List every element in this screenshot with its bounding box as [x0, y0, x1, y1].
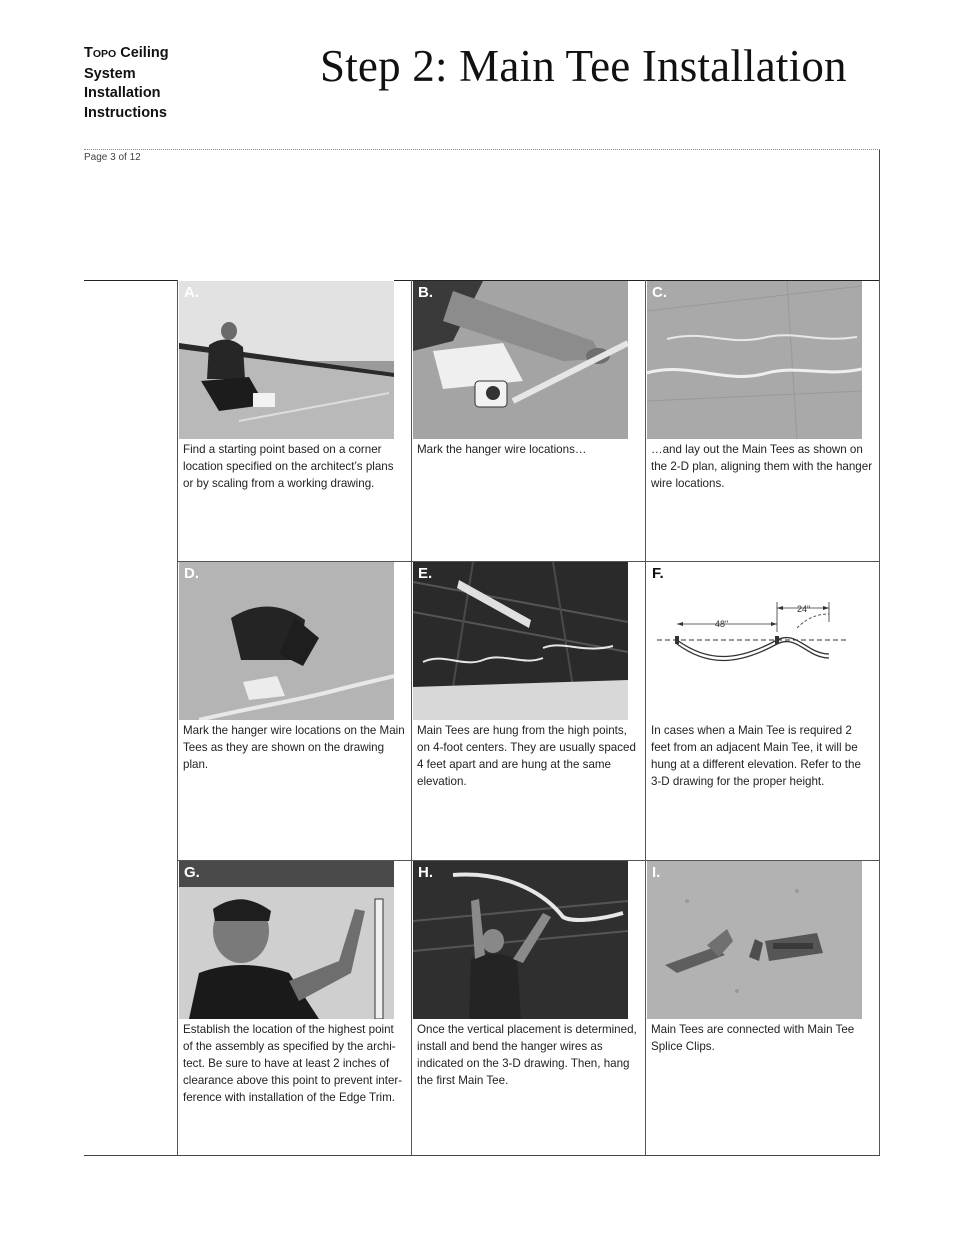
header-right-rule	[879, 150, 880, 281]
steps-grid	[177, 280, 880, 1156]
step-cell-f	[645, 561, 880, 860]
step-label-c: C.	[652, 284, 667, 301]
brand-line-3: Installation	[84, 85, 161, 101]
step-label-b: B.	[418, 284, 433, 301]
step-cell-i	[645, 860, 880, 1156]
step-caption-g: Establish the location of the highest point of the assembly as specified by the archi- tect. Be sure to have at least 2 inches of clearance above this point to prevent inter- ference with installation of the Edge Trim.	[183, 1023, 403, 1104]
brand-line-1	[84, 44, 214, 65]
step-caption-e: Main Tees are hung from the high points, on 4-foot centers. They are usually spaced 4 feet apart and are hung at the same elevation.	[417, 724, 636, 788]
photo-ceiling-hanger-wires	[413, 562, 628, 720]
step-label-i: I.	[652, 864, 661, 881]
brand-line-2: System	[84, 65, 136, 82]
step-cell-b	[411, 280, 645, 561]
step-label-e: E.	[418, 565, 433, 582]
brand-block	[84, 44, 214, 123]
brand-prefix-big: T	[84, 45, 93, 61]
step-photo-b	[413, 281, 628, 439]
step-caption-f: In cases when a Main Tee is required 2 feet from an adjacent Main Tee, it will be hung at a different elevation. Refer to the 3-D drawing for the proper height.	[651, 724, 861, 788]
page-title: Step 2: Main Tee Installation	[320, 41, 847, 91]
step-cell-c	[645, 280, 880, 561]
step-caption-b: Mark the hanger wire locations…	[417, 443, 587, 456]
brand-line-4: Instructions	[84, 104, 167, 121]
step-label-h: H.	[418, 864, 433, 881]
step-diagram-f	[647, 562, 862, 720]
step-label-g: G.	[184, 864, 200, 881]
step-label-f: F.	[652, 565, 664, 582]
step-label-a: A.	[184, 284, 199, 301]
step-photo-c	[647, 281, 862, 439]
step-photo-a	[179, 281, 394, 439]
photo-man-measuring-height	[179, 861, 394, 1019]
step-caption-d: Mark the hanger wire locations on the Main Tees as they are shown on the drawing plan.	[183, 724, 405, 771]
photo-main-tees-on-floor	[647, 281, 862, 439]
step-cell-e	[411, 561, 645, 860]
brand-line-1-rest: Ceiling	[116, 45, 169, 61]
step-cell-d	[177, 561, 411, 860]
brand-prefix-small: OPO	[92, 48, 117, 60]
step-photo-d	[179, 562, 394, 720]
diagram-main-tee-elevation	[647, 562, 862, 720]
step-label-d: D.	[184, 565, 199, 582]
header-dotted-rule	[84, 149, 880, 150]
step-caption-a: Find a starting point based on a corner location specified on the architect’s plans or by scaling from a working drawing.	[183, 443, 394, 490]
bottom-rule	[84, 1155, 880, 1156]
step-caption-i: Main Tees are connected with Main Tee Splice Clips.	[651, 1023, 855, 1053]
photo-man-marking-tee	[179, 562, 394, 720]
page-number: Page 3 of 12	[84, 152, 141, 163]
step-photo-g	[179, 861, 394, 1019]
step-cell-a	[177, 280, 411, 561]
step-caption-c: …and lay out the Main Tees as shown on the 2-D plan, aligning them with the hanger wire locations.	[651, 443, 873, 490]
grid-top-rule-left	[84, 280, 178, 281]
step-photo-h	[413, 861, 628, 1019]
dim-label-48: 48"	[715, 619, 729, 629]
step-cell-h	[411, 860, 645, 1156]
step-photo-e	[413, 562, 628, 720]
photo-man-hanging-main-tee	[413, 861, 628, 1019]
photo-kneeling-man-floor	[179, 281, 394, 439]
step-cell-g	[177, 860, 411, 1156]
photo-splice-clips	[647, 861, 862, 1019]
dim-label-24: 24"	[797, 604, 811, 614]
step-caption-h: Once the vertical placement is determined, install and bend the hanger wires as indicated on the 3-D drawing. Then, hang the first Main Tee.	[417, 1023, 637, 1087]
step-photo-i	[647, 861, 862, 1019]
photo-hand-marking-tape	[413, 281, 628, 439]
